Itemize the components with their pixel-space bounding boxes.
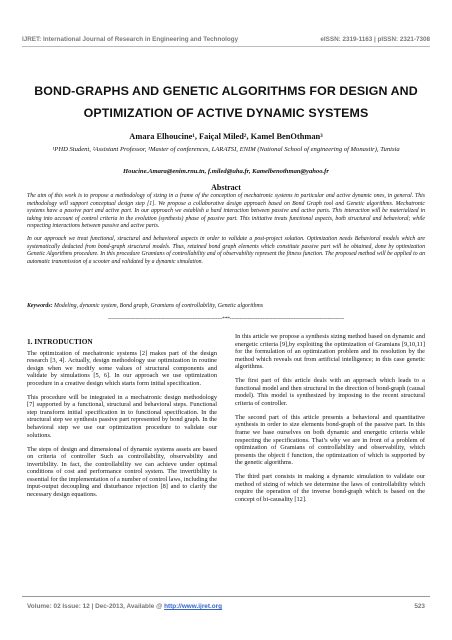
- footer-volume-text: Volume: 02 Issue: 12 | Dec-2013, Available @: [27, 603, 165, 610]
- author-affiliation: ¹PHD Student, ²Assistant Professor, ³Master of conferences, LARATSI, ENIM (National School of engineering of Monastir), Tunisia: [52, 146, 400, 153]
- footer-volume: [27, 603, 222, 610]
- page-footer: [27, 603, 425, 610]
- page-number: 523: [414, 603, 425, 610]
- body-paragraph: The second part of this article presents a behavioral and quantitative synthesis in order to size elements bond-graph of the passive part. In this frame we base ourselves on both dynamic and energetic criteria while respecting the specifications. That’s why we are in front of a problem of optimization of Gramians of controllability and observability, which presents the objecti f function, the optimization of which is supported by the genetic algorithms.: [235, 413, 425, 467]
- body-paragraph: The steps of design and dimensional of dynamic systems assets are based on criteria of controller Such as controllability, observability and invertibility. In fact, the controllability we can achieve under optimal conditions of cost and performance control system. The invertibility is essential for the implementation of a number of control laws, including the input-output decoupling and disturbance rejection [8] and to clarify the necessary design equations.: [27, 445, 217, 498]
- keywords-text: Modeling, dynamic system, Bond graph, Gramians of controllability, Genetic algorithms: [54, 303, 264, 309]
- body-paragraph: The optimization of mechatronic systems [2] makes part of the design research [3, 4]. Actually, design methodology use optimization in routine design when we modify some values of structural components and validate by simulations [5, 6]. In our approach we use optimization procedure in a creative design which starts form initial specification.: [27, 349, 217, 387]
- journal-issn: eISSN: 2319-1163 | pISSN: 2321-7308: [320, 36, 430, 43]
- section-heading-introduction: 1. INTRODUCTION: [27, 337, 93, 346]
- body-paragraph: This procedure will be integrated in a mechatronic design methodology [7] supported by a functional, structural and behavioral steps. Functional step transform initial specification in to functional specification. In the structural step we synthesis passive part represented by bond graph. In the behavioral step we use our optimization procedure to validate our solutions.: [27, 393, 217, 439]
- body-paragraph: The third part consists in making a dynamic simulation to validate our method of sizing of which we determine the laws of controllability which require the operation of the inverse bond-graph which is based on the concept of bi-causality [12].: [235, 473, 425, 503]
- abstract-paragraph: In our approach we treat functional, structural and behavioral aspects in order to validate a post-project solution. Optimization needs Behavioral models which are systematically deducted from bond-graph structural models. Thus, retained bond graph elements which constitute passive part will be obtained, done by optimization Genetic Algorithms procedure. In this procedure Gramians of controllability and of observability represent the fitness function. The proposed method will be applied to an automatic transmission of a scooter and validated by a dynamic simulation.: [27, 235, 425, 265]
- journal-url-link[interactable]: http://www.ijret.org: [164, 603, 223, 610]
- footer-divider: [22, 596, 430, 597]
- paper-title: BOND-GRAPHS AND GENETIC ALGORITHMS FOR DESIGN AND OPTIMIZATION OF ACTIVE DYNAMIC SYSTEMS: [34, 84, 418, 120]
- journal-name: IJRET: International Journal of Research in Engineering and Technology: [22, 36, 239, 43]
- keywords-label: Keywords:: [27, 303, 53, 309]
- abstract-body: [27, 193, 425, 271]
- body-paragraph: In this article we propose a synthesis sizing method based on dynamic and energetic criteria [9],by exploiting the optimization of Gramians [9,10,11] for the formulation of an optimization problem and its resolution by the method which reveals out from artificial intelligence; in this case genetic algorithms.: [235, 333, 425, 371]
- keywords: [27, 303, 425, 309]
- author-emails: Houcine.Amara@enim.rnu.tn, f.miled@uha.fr, Kamelbenothman@yahoo.fr: [123, 168, 329, 175]
- section-separator: ----------------------------------------------------------------------***----------------------------------------------------------------------: [107, 316, 345, 322]
- body-paragraph: The first part of this article deals with an approach which leads to a functional model and then structural in the direction of bond-graph (causal model). This model is synthesized by imposing to the recent structural criteria of controller.: [235, 377, 425, 407]
- abstract-heading: Abstract: [211, 183, 241, 192]
- header-divider: [22, 46, 430, 47]
- abstract-paragraph: The aim of this work is to propose a methodology of sizing in a frame of the conception of mechatronic systems in particular and active dynamic ones, in general. This methodology will support conceptual design step [1]. We propose a collaborative design approach based on Bond Graph tool and Genetic algorithms. Mechatronic systems have a passive part and active part. In our approach we establish a hard interaction between passive and active parts. This interaction will be materialized in taking into account of control criteria in the evolution (synthesis) phase of passive part. This initiative treats functional aspects, both structural and behavioral; while respecting interactions between passive and active parts.: [27, 193, 425, 230]
- journal-header: [22, 36, 430, 43]
- left-column: [27, 338, 217, 505]
- paper-authors: Amara Elhoucine¹, Faiçal Miled², Kamel BenOthman³: [129, 132, 323, 141]
- right-column: [235, 333, 425, 510]
